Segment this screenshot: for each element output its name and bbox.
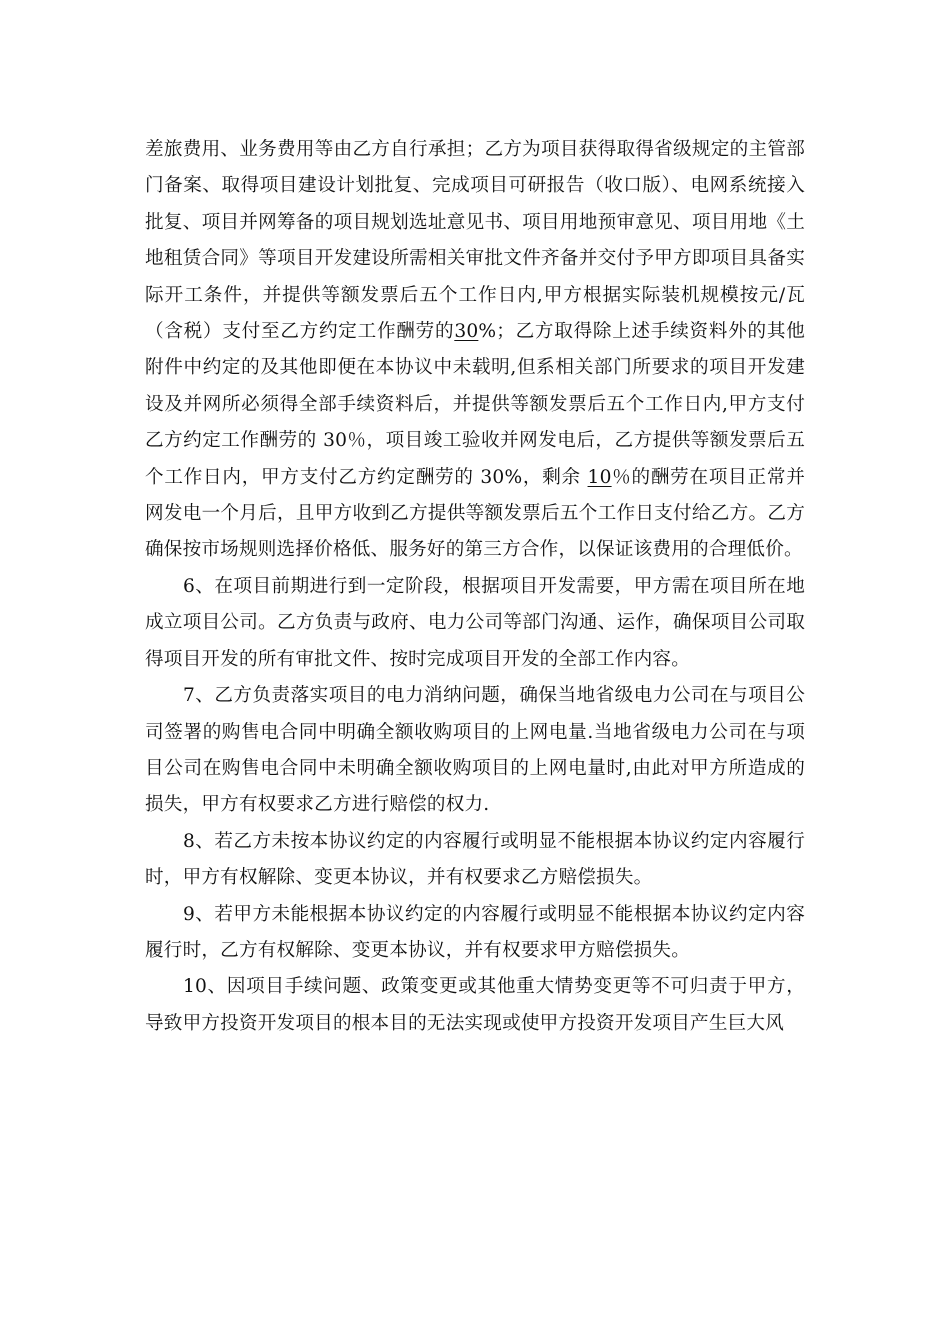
clause-10: 10、因项目手续问题、政策变更或其他重大情势变更等不可归责于甲方，导致甲方投资开发项目的根本目的无法实现或使甲方投资开发项目产生巨大风 <box>145 976 805 1034</box>
clause-7: 7、乙方负责落实项目的电力消纳问题，确保当地省级电力公司在与项目公司签署的购售电合同中明确全额收购项目的上网电量.当地省级电力公司在与项目公司在购售电合同中未明确全额收购项目的上网电量时,由此对甲方所造成的损失，甲方有权要求乙方进行赔偿的权力. <box>145 685 805 816</box>
paragraph-fees-text-b: %；乙方取得除上述手续资料外的其他附件中约定的及其他即便在本协议中未载明,但系相关部门所要求的项目开发建设及并网所必须得全部手续资料后，并提供等额发票后五个工作日内,甲方支付乙方约定工作酬劳的 30％，项目竣工验收并网发电后，乙方提供等额发票后五个工作日内，甲方支付乙方约定酬劳的 30%，剩余 <box>145 321 806 488</box>
underlined-percent-10: 10 <box>587 466 612 488</box>
paragraph-fees-text-c: ％的酬劳在项目正常并网发电一个月后，且甲方收到乙方提供等额发票后五个工作日支付给乙方。乙方确保按市场规则选择价格低、服务好的第三方合作，以保证该费用的合理低价。 <box>145 466 805 561</box>
paragraph-fees-text-a: 差旅费用、业务费用等由乙方自行承担；乙方为项目获得取得省级规定的主管部门备案、取得项目建设计划批复、完成项目可研报告（收口版）、电网系统接入批复、项目并网筹备的项目规划选址意见书、项目用地预审意见、项目用地《土地租赁合同》等项目开发建设所需相关审批文件齐备并交付予甲方即项目具备实际开工条件，并提供等额发票后五个工作日内,甲方根据实际装机规模按元/瓦（含税）支付至乙方约定工作酬劳的 <box>145 139 805 343</box>
document-page <box>145 132 805 1042</box>
paragraph-fees <box>145 132 805 569</box>
underlined-percent-30: 30 <box>454 321 479 343</box>
clause-9: 9、若甲方未能根据本协议约定的内容履行或明显不能根据本协议约定内容履行时，乙方有权解除、变更本协议，并有权要求甲方赔偿损失。 <box>145 903 805 961</box>
clause-6: 6、在项目前期进行到一定阶段，根据项目开发需要，甲方需在项目所在地成立项目公司。乙方负责与政府、电力公司等部门沟通、运作，确保项目公司取得项目开发的所有审批文件、按时完成项目开发的全部工作内容。 <box>145 575 805 670</box>
clause-8: 8、若乙方未按本协议约定的内容履行或明显不能根据本协议约定内容履行时，甲方有权解除、变更本协议，并有权要求乙方赔偿损失。 <box>145 830 805 889</box>
